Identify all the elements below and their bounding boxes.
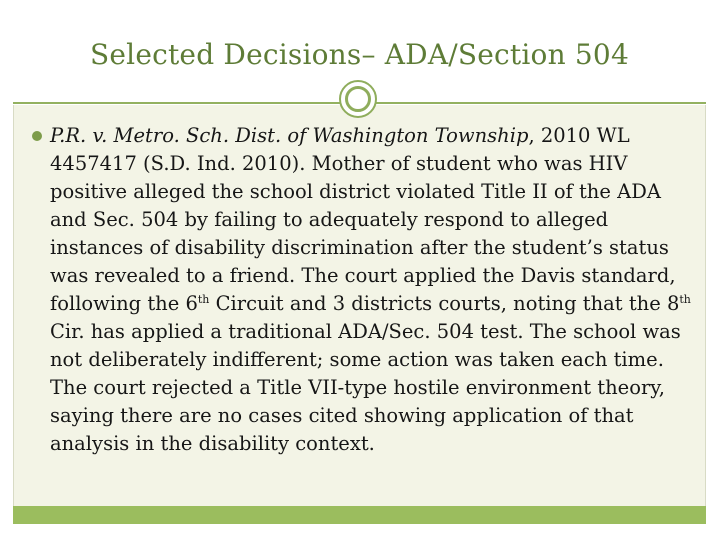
case-citation-text: , 2010 WL 4457417 (S.D. Ind. 2010). Mother of student who was HIV positive alleged the school district violated Title II of the ADA and Sec. 504 by failing to adequately respond to alleged instances of disability discrimination after the student’s status was revealed to a friend. The court applied the Davis standard, following the 6: [50, 124, 676, 315]
case-middle-text: Circuit and 3 districts courts, noting that the 8: [209, 292, 680, 315]
ring-inner-icon: [345, 86, 371, 112]
case-end-text: Cir. has applied a traditional ADA/Sec. 504 test. The school was not deliberately indifferent; some action was taken each time. The court rejected a Title VII-type hostile environment theory, saying there are no cases cited showing application of that analysis in the disability context.: [50, 320, 681, 455]
ring-ornament-icon: [339, 80, 377, 118]
bullet-item: [32, 122, 702, 458]
bullet-text: [50, 122, 702, 458]
ordinal-suffix-8th: th: [679, 293, 691, 306]
slide-body: [32, 122, 702, 458]
bullet-dot-icon: [32, 131, 42, 141]
footer-bar: [13, 506, 706, 524]
case-name: P.R. v. Metro. Sch. Dist. of Washington Township: [50, 124, 529, 147]
ordinal-suffix-6th: th: [197, 293, 210, 306]
slide-title: Selected Decisions– ADA/Section 504: [90, 38, 629, 71]
